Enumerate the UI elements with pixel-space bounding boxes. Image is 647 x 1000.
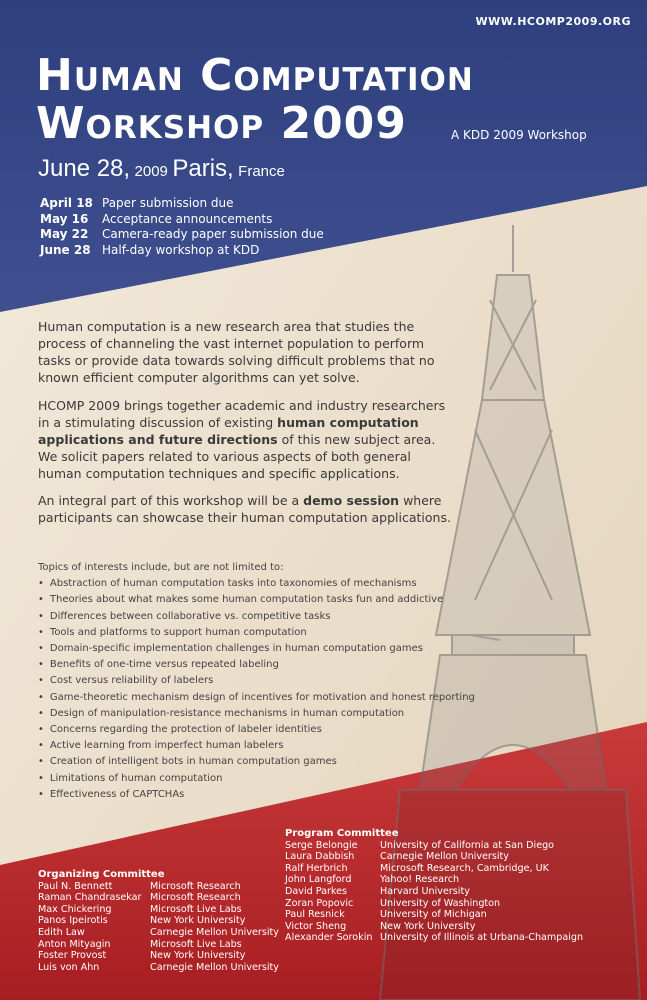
- member-name: Laura Dabbish: [285, 851, 355, 863]
- date-year: 2009: [134, 163, 168, 180]
- topic-item: • Differences between collaborative vs. competitive tasks: [38, 609, 475, 625]
- para2-text-b: of this new subject area. We solicit papers related to various aspects of both general human computation techniques and specific applications.: [38, 432, 436, 481]
- topic-item: • Effectiveness of CAPTCHAs: [38, 787, 475, 803]
- program-affiliations: [380, 840, 583, 944]
- member-affiliation: Harvard University: [380, 885, 470, 897]
- topic-item: • Game-theoretic mechanism design of incentives for motivation and honest reporting: [38, 690, 475, 706]
- topics-list: [38, 576, 475, 803]
- member-affiliation: Microsoft Research, Cambridge, UK: [380, 862, 549, 874]
- deadline-event: Camera-ready paper submission due: [102, 227, 324, 241]
- program-committee: [285, 828, 583, 944]
- deadline-event: Paper submission due: [102, 196, 234, 210]
- member-affiliation: New York University: [380, 920, 476, 932]
- deadline-date: June 28: [40, 242, 91, 257]
- para3-bold: demo session: [303, 493, 400, 508]
- topic-item: • Design of manipulation-resistance mechanisms in human computation: [38, 706, 475, 722]
- deadline-event: Acceptance announcements: [102, 211, 273, 226]
- member-affiliation: Carnegie Mellon University: [380, 851, 509, 863]
- intro-paragraph: Human computation is a new research area that studies the process of channeling the vast internet population to perform tasks or provide data towards solving difficult problems that no known efficient computer algorithms can yet solve.: [38, 319, 435, 385]
- topic-item: • Active learning from imperfect human labelers: [38, 738, 475, 754]
- poster-title-line1: Human Computation: [36, 50, 474, 101]
- event-date: [38, 155, 285, 183]
- member-affiliation: University of California at San Diego: [380, 839, 555, 851]
- website-url[interactable]: WWW.HCOMP2009.ORG: [475, 15, 631, 28]
- deadline-row: [40, 227, 324, 243]
- member-affiliation: Microsoft Live Labs: [150, 903, 242, 915]
- organizing-affiliations: [150, 881, 279, 974]
- organizing-committee: [38, 869, 279, 973]
- topic-item: • Theories about what makes some human computation tasks fun and addictive: [38, 592, 475, 608]
- topic-item: • Cost versus reliability of labelers: [38, 673, 475, 689]
- date-country: France: [238, 163, 285, 180]
- member-affiliation: University of Washington: [380, 897, 501, 909]
- member-name: Max Chickering: [38, 903, 112, 915]
- topic-item: • Benefits of one-time versus repeated labeling: [38, 657, 475, 673]
- member-affiliation: Microsoft Live Labs: [150, 938, 242, 950]
- deadline-date: April 18: [40, 196, 93, 210]
- member-affiliation: University of Michigan: [380, 909, 487, 921]
- member-name: Raman Chandrasekar: [38, 892, 142, 904]
- demo-paragraph: [38, 492, 458, 526]
- date-month-day: June 28,: [38, 155, 131, 182]
- para3-text-a: An integral part of this workshop will be a: [38, 493, 304, 508]
- topics-intro: Topics of interests include, but are not limited to:: [38, 562, 284, 573]
- member-name: Edith Law: [38, 926, 85, 938]
- member-affiliation: New York University: [150, 950, 246, 962]
- member-name: Anton Mityagin: [38, 938, 111, 950]
- member-affiliation: Microsoft Research: [150, 892, 241, 904]
- organizing-names: [38, 881, 150, 974]
- member-affiliation: New York University: [150, 915, 246, 927]
- deadline-row: [40, 212, 324, 228]
- program-names: [285, 840, 380, 944]
- deadline-date: May 22: [40, 227, 89, 241]
- deadline-date: May 16: [40, 211, 89, 226]
- member-name: Paul N. Bennett: [38, 880, 113, 892]
- member-name: John Langford: [285, 874, 352, 886]
- topics-section: [38, 560, 475, 803]
- hcomp-paragraph: [38, 397, 458, 482]
- topic-item: • Limitations of human computation: [38, 771, 475, 787]
- topic-item: • Abstraction of human computation tasks into taxonomies of mechanisms: [38, 576, 475, 592]
- member-name: Foster Provost: [38, 950, 107, 962]
- deadline-row: [40, 196, 324, 212]
- member-name: Luis von Ahn: [38, 961, 100, 973]
- member-name: Panos Ipeirotis: [38, 915, 108, 927]
- date-city: Paris,: [172, 155, 234, 182]
- member-affiliation: Microsoft Research: [150, 880, 241, 892]
- member-affiliation: University of Illinois at Urbana-Champaign: [380, 932, 584, 944]
- organizing-committee-heading: Organizing Committee: [38, 869, 165, 880]
- topic-item: • Tools and platforms to support human computation: [38, 625, 475, 641]
- poster-title-line2: Workshop 2009: [36, 98, 407, 149]
- member-affiliation: Carnegie Mellon University: [150, 926, 279, 938]
- member-affiliation: Carnegie Mellon University: [150, 961, 279, 973]
- member-name: Victor Sheng: [285, 920, 347, 932]
- topic-item: • Concerns regarding the protection of labeler identities: [38, 722, 475, 738]
- member-affiliation: Yahoo! Research: [380, 874, 460, 886]
- deadlines-list: [40, 196, 324, 258]
- member-name: Paul Resnick: [285, 909, 345, 921]
- member-name: Alexander Sorokin: [285, 932, 373, 944]
- poster-subtitle: A KDD 2009 Workshop: [451, 128, 587, 142]
- deadline-row: [40, 243, 324, 259]
- program-committee-heading: Program Committee: [285, 828, 399, 839]
- topic-item: • Domain-specific implementation challenges in human computation games: [38, 641, 475, 657]
- para2-bold: human computation applications and future directions: [38, 415, 419, 447]
- para3-text-b: where participants can showcase their human computation applications.: [38, 493, 451, 525]
- deadline-event: Half-day workshop at KDD: [102, 242, 260, 257]
- topic-item: • Creation of intelligent bots in human computation games: [38, 754, 475, 770]
- member-name: Serge Belongie: [285, 839, 358, 851]
- member-name: Ralf Herbrich: [285, 862, 348, 874]
- member-name: Zoran Popovic: [285, 897, 354, 909]
- member-name: David Parkes: [285, 885, 348, 897]
- para2-text-a: HCOMP 2009 brings together academic and industry researchers in a stimulating discussion of existing: [38, 398, 446, 430]
